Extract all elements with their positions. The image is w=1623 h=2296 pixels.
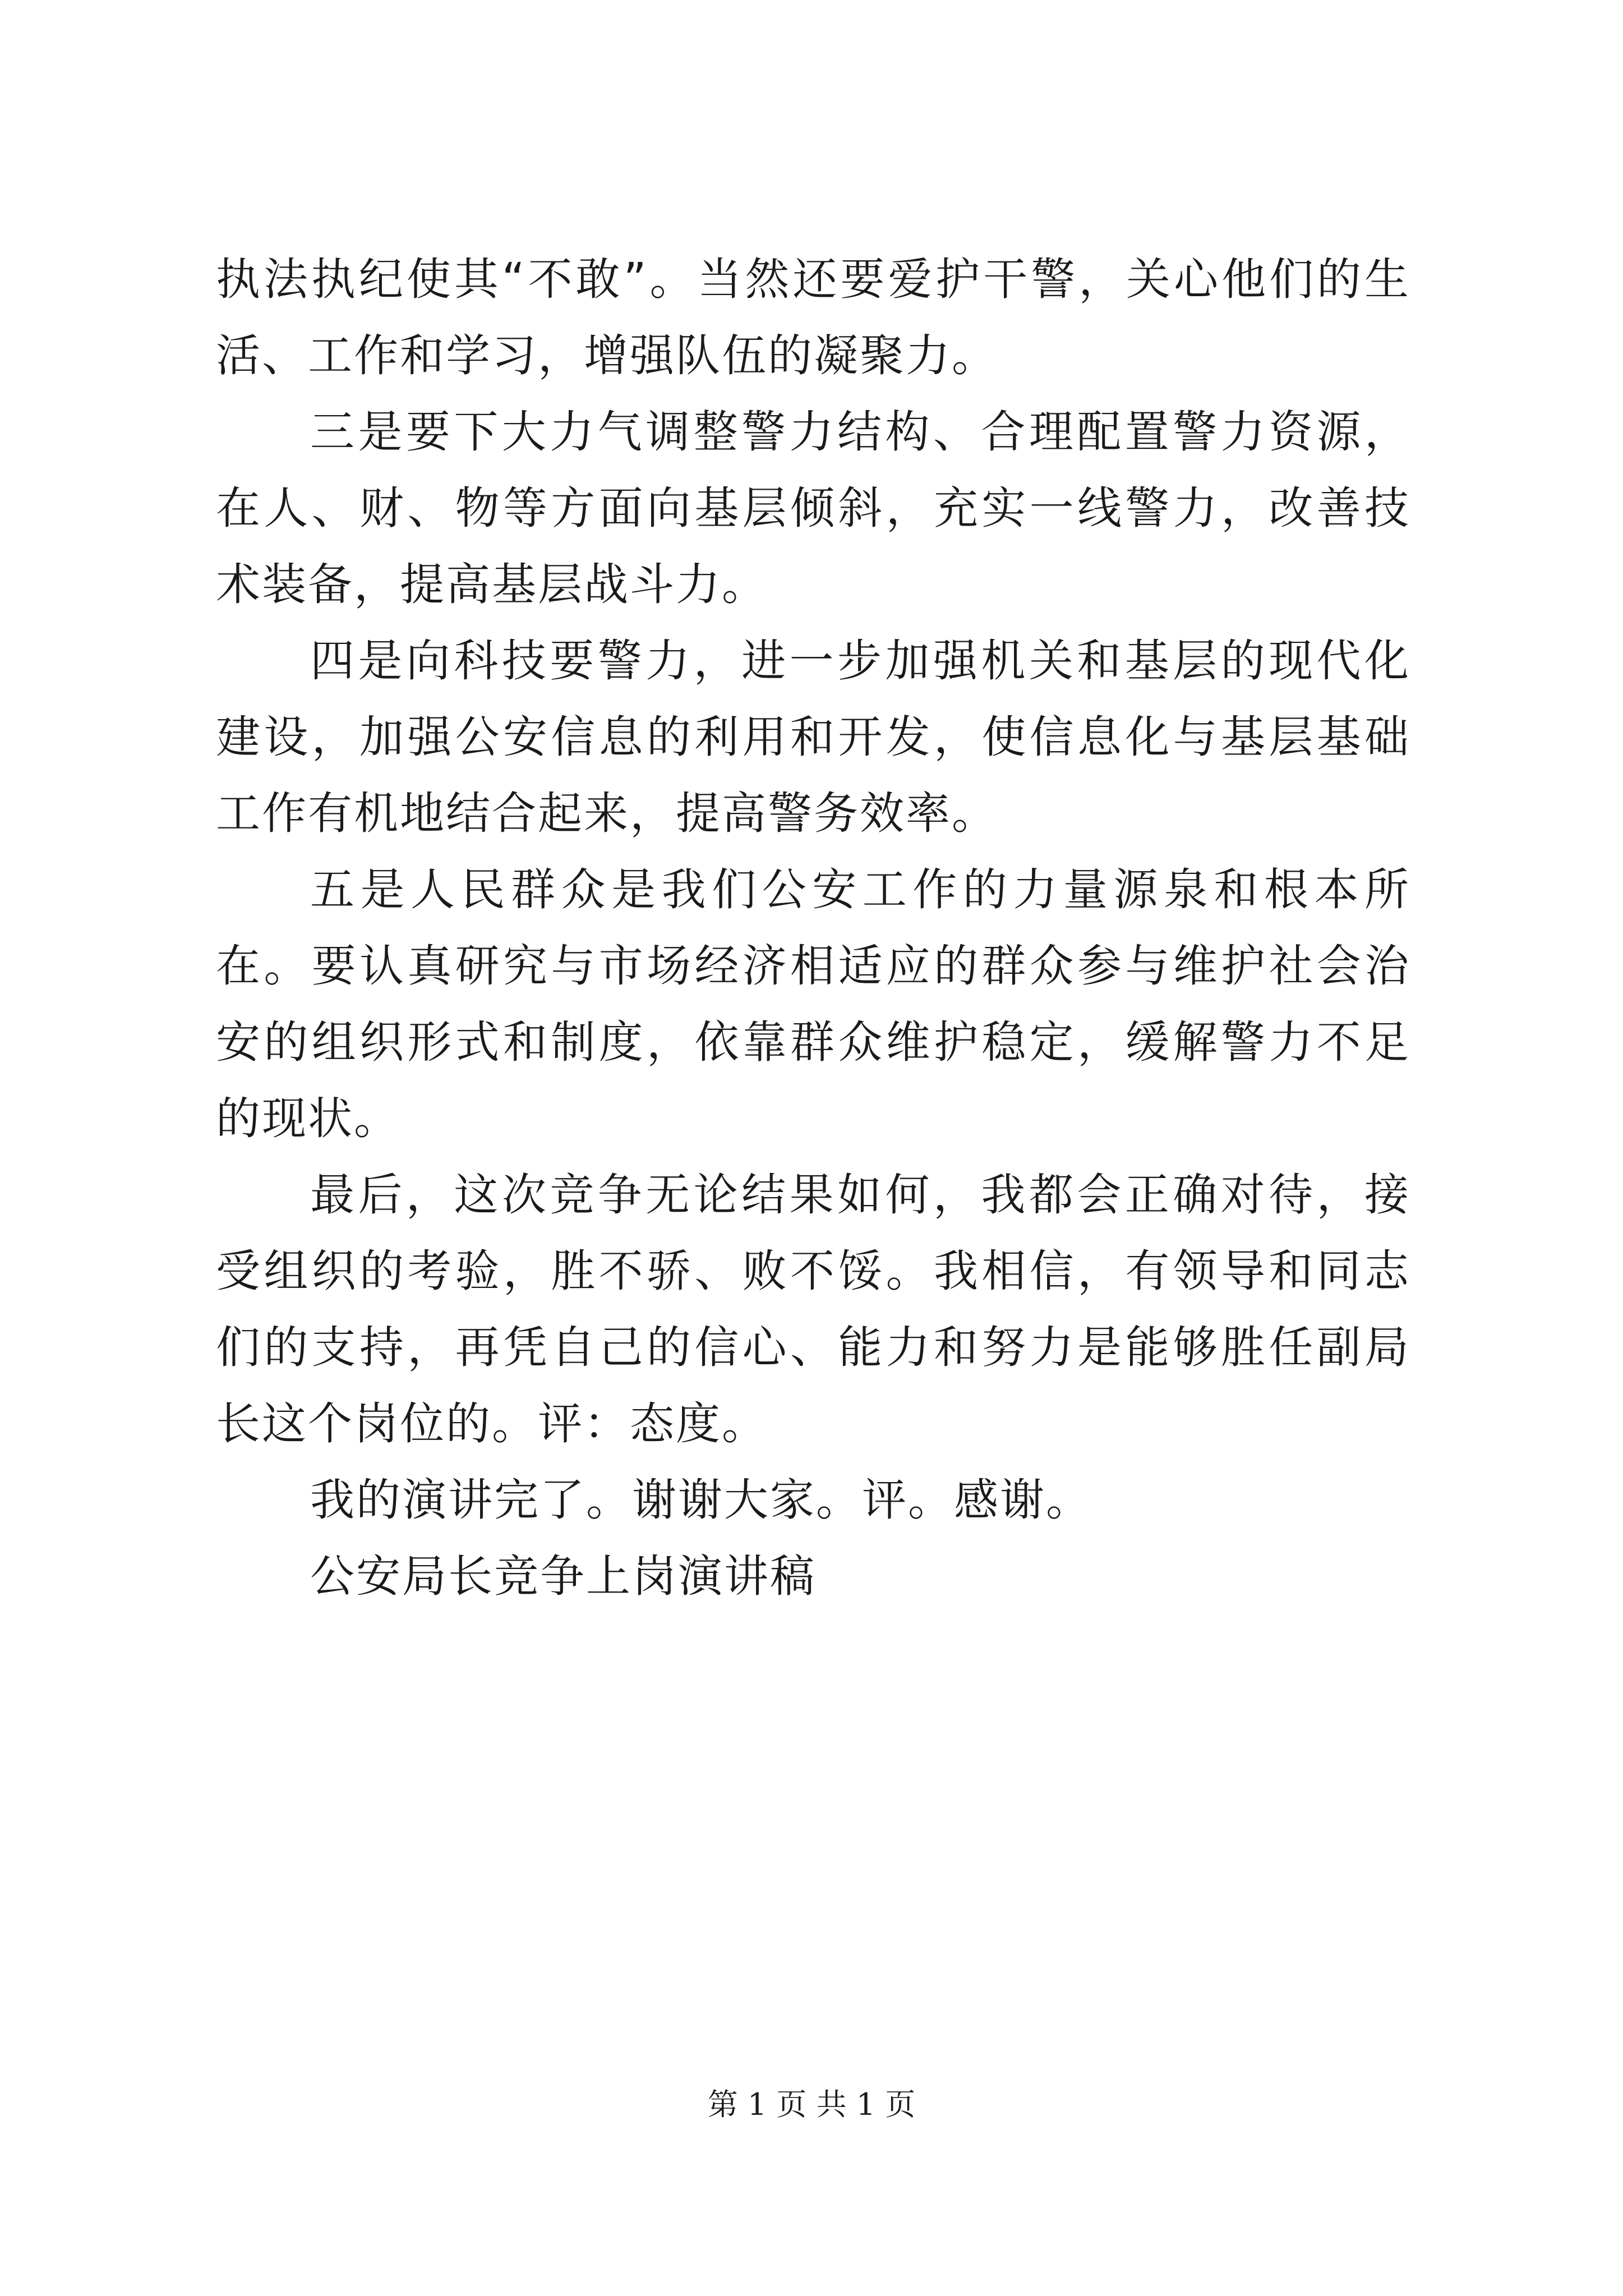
paragraph-title-line: 公安局长竞争上岗演讲稿 — [310, 1550, 816, 1602]
paragraph-conclusion: 最后，这次竞争无论结果如何，我都会正确对待，接受组织的考验，胜不骄、败不馁。我相信，有领导和同志们的支持，再凭自己的信心、能力和努力是能够胜任副局长这个岗位的。评：态度。 — [216, 1169, 1410, 1450]
paragraph-closing: 我的演讲完了。谢谢大家。评。感谢。 — [310, 1474, 1092, 1526]
paragraph-discipline: 执法执纪使其“不敢”。当然还要爱护干警，关心他们的生活、工作和学习，增强队伍的凝聚力。 — [216, 254, 1410, 381]
paragraph-point-three: 三是要下大力气调整警力结构、合理配置警力资源，在人、财、物等方面向基层倾斜，充实一线警力，改善技术装备，提高基层战斗力。 — [216, 406, 1410, 610]
document-body — [216, 241, 1410, 1614]
paragraph-point-four: 四是向科技要警力，进一步加强机关和基层的现代化建设，加强公安信息的利用和开发，使信息化与基层基础工作有机地结合起来，提高警务效率。 — [216, 635, 1410, 839]
paragraph-point-five: 五是人民群众是我们公安工作的力量源泉和根本所在。要认真研究与市场经济相适应的群众参与维护社会治安的组织形式和制度，依靠群众维护稳定，缓解警力不足的现状。 — [216, 864, 1410, 1144]
page-footer: 第 1 页 共 1 页 — [707, 2087, 916, 2122]
